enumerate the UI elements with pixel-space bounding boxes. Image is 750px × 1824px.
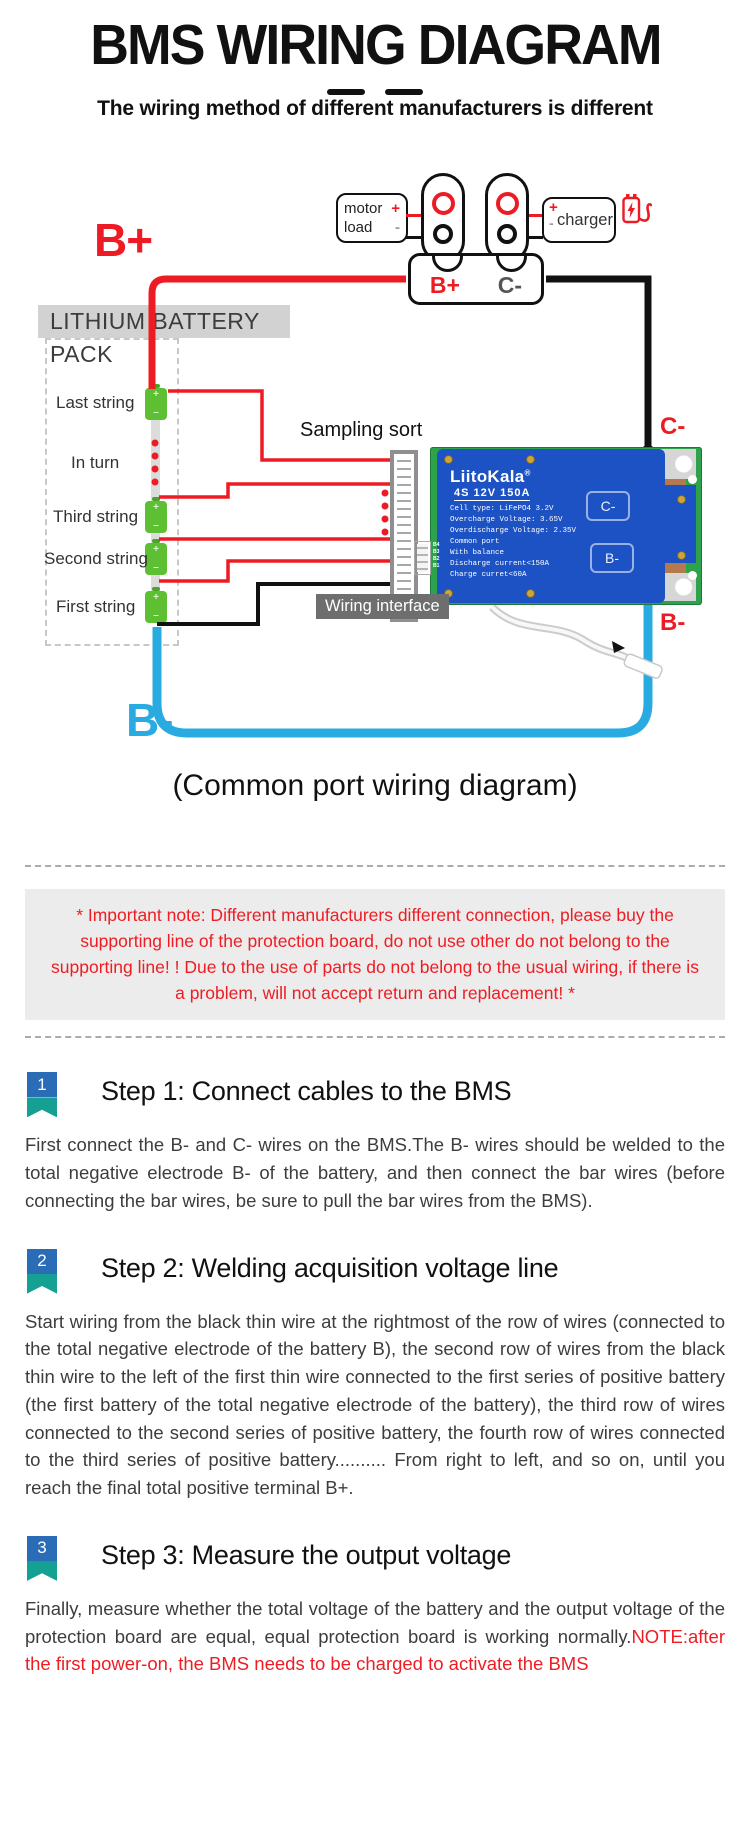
- charge-connector-icon: [485, 173, 529, 263]
- in-turn-dot: [152, 439, 159, 446]
- step-2-header: [25, 1249, 725, 1294]
- cell-plus-mark: +: [153, 501, 159, 513]
- bms-terminal-box: [408, 253, 544, 305]
- page-title: BMS WIRING DIAGRAM: [89, 13, 661, 77]
- positive-terminal-icon: [432, 192, 455, 215]
- sampling-sort-label: Sampling sort: [300, 418, 423, 441]
- important-note: * Important note: Different manufacturers different connection, please buy the supporting line of the protection board, do not use other do not belong to the supporting line! ! Due to the use of parts do not belong to the usual wiring, if there is a problem, will not accept return and replacement! *: [25, 889, 725, 1021]
- motor-row: [344, 199, 400, 218]
- load-label: load: [344, 218, 373, 236]
- screw-icon: [526, 455, 535, 464]
- balance-pin-labels: [433, 542, 439, 570]
- charger-icon: [622, 193, 652, 233]
- reg-mark: ®: [524, 468, 531, 478]
- spec-line: Common port: [450, 537, 500, 546]
- string-label-third: Third string: [53, 506, 139, 526]
- screw-icon: [677, 551, 686, 560]
- board-hole: [688, 571, 697, 580]
- step-3-text: Finally, measure whether the total voltage of the battery and the output voltage of the protection board are equal, equal protection board is working normally.: [25, 1597, 725, 1647]
- step-number: 2: [27, 1249, 57, 1274]
- cell-plus-mark: +: [153, 543, 159, 555]
- wire-ellipsis-dot: [382, 528, 389, 535]
- terminal-labels: [411, 272, 541, 299]
- step-2: [25, 1249, 725, 1502]
- balance-wire-1: [168, 391, 392, 460]
- spec-line: Overcharge Voltage: 3.65V: [450, 515, 563, 524]
- spec-line: Charge curret<60A: [450, 570, 527, 579]
- wiring-diagram: [0, 135, 750, 765]
- motor-load-box: [336, 193, 408, 243]
- minus-sign: -: [549, 214, 554, 231]
- header: [0, 0, 750, 121]
- step-number-badge: [27, 1249, 57, 1294]
- step-1-title: Step 1: Connect cables to the BMS: [101, 1076, 512, 1107]
- wire-link: [406, 214, 422, 217]
- dashed-divider: [25, 1036, 725, 1038]
- output-connector-icon: [421, 173, 465, 263]
- ribbon-icon: [27, 1097, 57, 1117]
- step-1: [25, 1072, 725, 1214]
- terminal-notch: [432, 253, 463, 272]
- b-minus-wire-label: B-: [660, 608, 686, 636]
- terminal-c-minus: C-: [497, 271, 523, 298]
- minus-sign: -: [395, 218, 400, 236]
- diagram-caption: (Common port wiring diagram): [172, 768, 578, 802]
- string-label-in-turn: In turn: [71, 452, 120, 472]
- screw-icon: [444, 455, 453, 464]
- instructions: [0, 1072, 750, 1678]
- spec-line: Cell type: LiFePO4 3.2V: [450, 504, 554, 513]
- pin-label: B1: [433, 562, 440, 569]
- wire-ellipsis-dot: [382, 489, 389, 496]
- board-pad-c-minus: C-: [586, 491, 630, 521]
- string-label-second: Second string: [44, 548, 148, 568]
- charger-box: [542, 197, 616, 243]
- page-subtitle: The wiring method of different manufacturers is different: [97, 96, 653, 120]
- board-hole: [688, 475, 697, 484]
- wire-ellipsis-dot: [382, 515, 389, 522]
- dashed-divider: [25, 865, 725, 867]
- pin-label: B4: [433, 541, 440, 548]
- wiring-interface-label: Wiring interface: [316, 594, 449, 619]
- spec-line: With balance: [450, 548, 505, 557]
- step-3: [25, 1536, 725, 1678]
- charger-label: charger: [557, 210, 613, 229]
- cell-minus-mark: –: [153, 519, 159, 531]
- board-specs: [450, 504, 576, 581]
- bms-board: [430, 447, 702, 605]
- step-3-title: Step 3: Measure the output voltage: [101, 1539, 512, 1570]
- battery-pack-title: LITHIUM BATTERY PACK: [38, 305, 290, 338]
- negative-terminal-icon: [433, 224, 453, 244]
- ribbon-icon: [27, 1274, 57, 1294]
- pin-label: B3: [433, 548, 440, 555]
- screw-icon: [526, 589, 535, 598]
- cell-plus-mark: +: [153, 388, 159, 400]
- step-1-body: First connect the B- and C- wires on the BMS.The B- wires should be welded to the total negative electrode B- of the battery, and then connect the bar wires (before connecting the bar wires, be sure to pull the bar wires from the BMS).: [25, 1134, 725, 1211]
- title-underline-dash: [385, 89, 423, 95]
- string-label-last: Last string: [56, 392, 135, 412]
- title-underline: [0, 82, 750, 90]
- balance-wire-4: [159, 561, 392, 581]
- positive-terminal-icon: [496, 192, 519, 215]
- cell-plus-mark: +: [153, 591, 159, 603]
- step-number-badge: [27, 1072, 57, 1117]
- wire-link: [527, 236, 543, 239]
- negative-terminal-icon: [497, 224, 517, 244]
- ribbon-icon: [27, 1561, 57, 1581]
- cell-minus-mark: –: [153, 609, 159, 621]
- step-3-header: [25, 1536, 725, 1581]
- string-label-first: First string: [56, 596, 136, 616]
- title-underline-dash: [327, 89, 365, 95]
- plus-sign: +: [549, 198, 558, 216]
- board-model: 4S 12V 150A: [454, 486, 531, 499]
- cell-minus-mark: –: [153, 406, 159, 418]
- in-turn-dot: [152, 478, 159, 485]
- pin-label: B2: [433, 555, 440, 562]
- screw-icon: [677, 495, 686, 504]
- wire-ellipsis-dot: [382, 502, 389, 509]
- wire-link: [406, 236, 422, 239]
- terminal-notch: [496, 253, 527, 272]
- step-1-header: [25, 1072, 725, 1117]
- step-number-badge: [27, 1536, 57, 1581]
- spec-line: Overdischarge Voltage: 2.35V: [450, 526, 577, 535]
- balance-wire-2: [159, 484, 392, 497]
- balance-plug-icon: [414, 541, 431, 575]
- step-2-body: Start wiring from the black thin wire at the rightmost of the row of wires (connected to the total negative electrode of the battery B), the second row of wires from the black thin wire to the left of the first thin wire connected to the first series of positive battery (the first battery of the total negative electrode of the battery), the third row of wires connected to the second series of positive battery, the fourth row of wires connected to the third series of positive battery.......... From right to left, and so on, until you reach the final total positive terminal B+.: [25, 1310, 725, 1499]
- cell-minus-mark: –: [153, 561, 159, 573]
- spec-line: Discharge current<150A: [450, 559, 550, 568]
- b-plus-wire: [152, 279, 406, 389]
- load-row: [344, 218, 400, 237]
- motor-label: motor: [344, 199, 383, 217]
- brand-text: LiitoKala: [450, 466, 525, 486]
- c-minus-wire: [546, 279, 648, 449]
- step-3-note: NOTE:after the first power-on, the BMS needs to be charged to activate the BMS: [25, 1625, 725, 1675]
- c-minus-wire-label: C-: [660, 412, 686, 440]
- terminal-b-plus: B+: [429, 271, 460, 298]
- temp-sensor-lug: [623, 653, 663, 679]
- step-3-body: [25, 1595, 725, 1678]
- b-plus-terminal-label: B+: [94, 213, 153, 266]
- step-number: 1: [27, 1072, 57, 1097]
- board-pad-b-minus: B-: [590, 543, 634, 573]
- b-minus-terminal-label: B-: [126, 693, 173, 746]
- wire-link: [527, 214, 543, 217]
- plus-sign: +: [391, 199, 400, 217]
- step-2-title: Step 2: Welding acquisition voltage line: [101, 1252, 559, 1283]
- in-turn-dot: [152, 452, 159, 459]
- board-brand: [450, 467, 531, 487]
- in-turn-dot: [152, 465, 159, 472]
- step-number: 3: [27, 1536, 57, 1561]
